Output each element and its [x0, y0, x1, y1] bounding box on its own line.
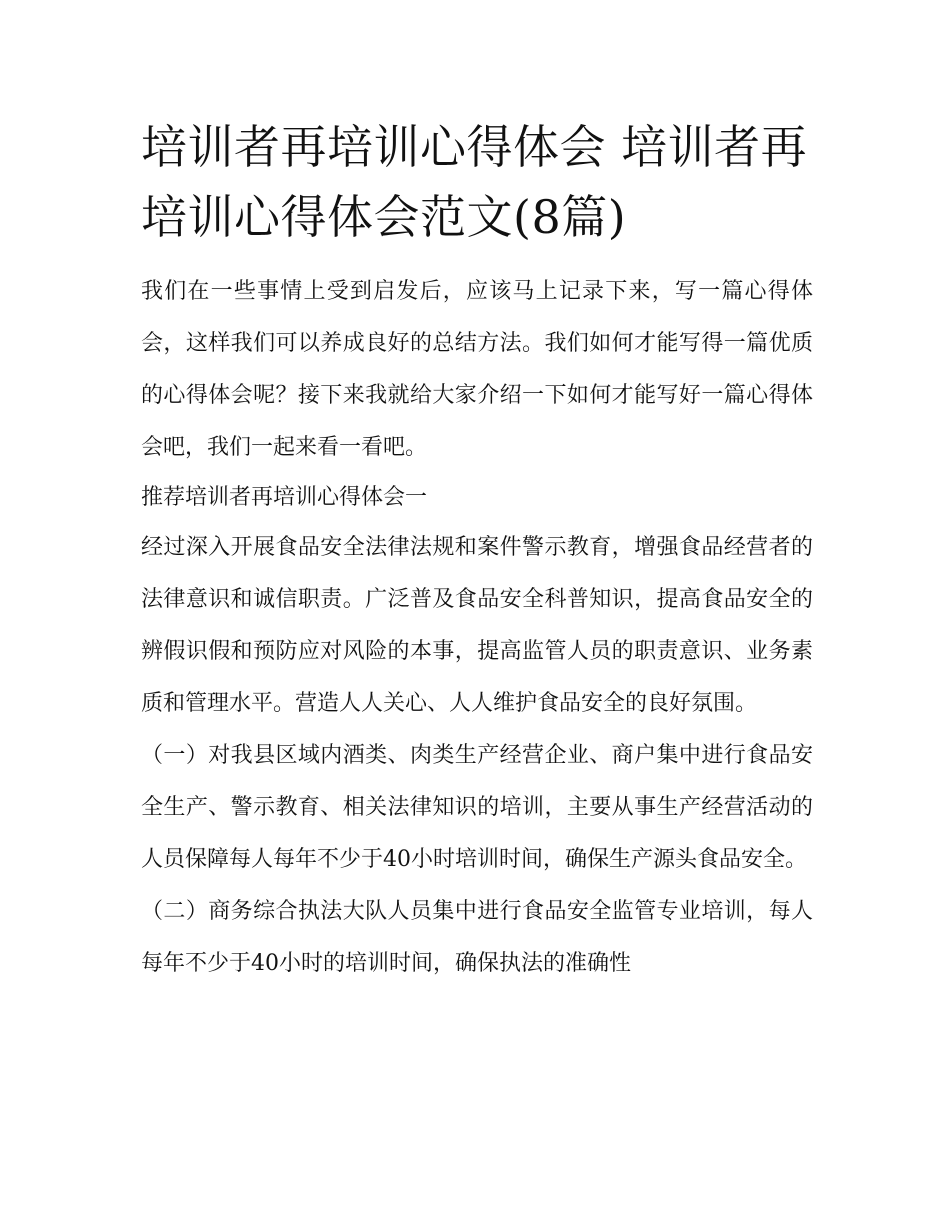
- document-title: 培训者再培训心得体会 培训者再培训心得体会范文(8篇): [141, 120, 808, 244]
- document-body: [141, 266, 813, 990]
- list-paragraph-2: （二）商务综合执法大队人员集中进行食品安全监管专业培训，每人每年不少于40小时的培训时间，确保执法的准确性: [141, 899, 813, 976]
- section-heading: 推荐培训者再培训心得体会一: [141, 485, 428, 510]
- list-paragraph-1: （一）对我县区域内酒类、肉类生产经营企业、商户集中进行食品安全生产、警示教育、相关法律知识的培训，主要从事生产经营活动的人员保障每人每年不少于40小时培训时间，确保生产源头食品安全。: [141, 743, 813, 872]
- document-page: [141, 112, 813, 990]
- body-paragraph: 经过深入开展食品安全法律法规和案件警示教育，增强食品经营者的法律意识和诚信职责。广泛普及食品安全科普知识，提高食品安全的辨假识假和预防应对风险的本事，提高监管人员的职责意识、业务素质和管理水平。营造人人关心、人人维护食品安全的良好氛围。: [141, 535, 813, 716]
- intro-paragraph: 我们在一些事情上受到启发后，应该马上记录下来，写一篇心得体会，这样我们可以养成良好的总结方法。我们如何才能写得一篇优质的心得体会呢？接下来我就给大家介绍一下如何才能写好一篇心得体会吧，我们一起来看一看吧。: [141, 279, 813, 460]
